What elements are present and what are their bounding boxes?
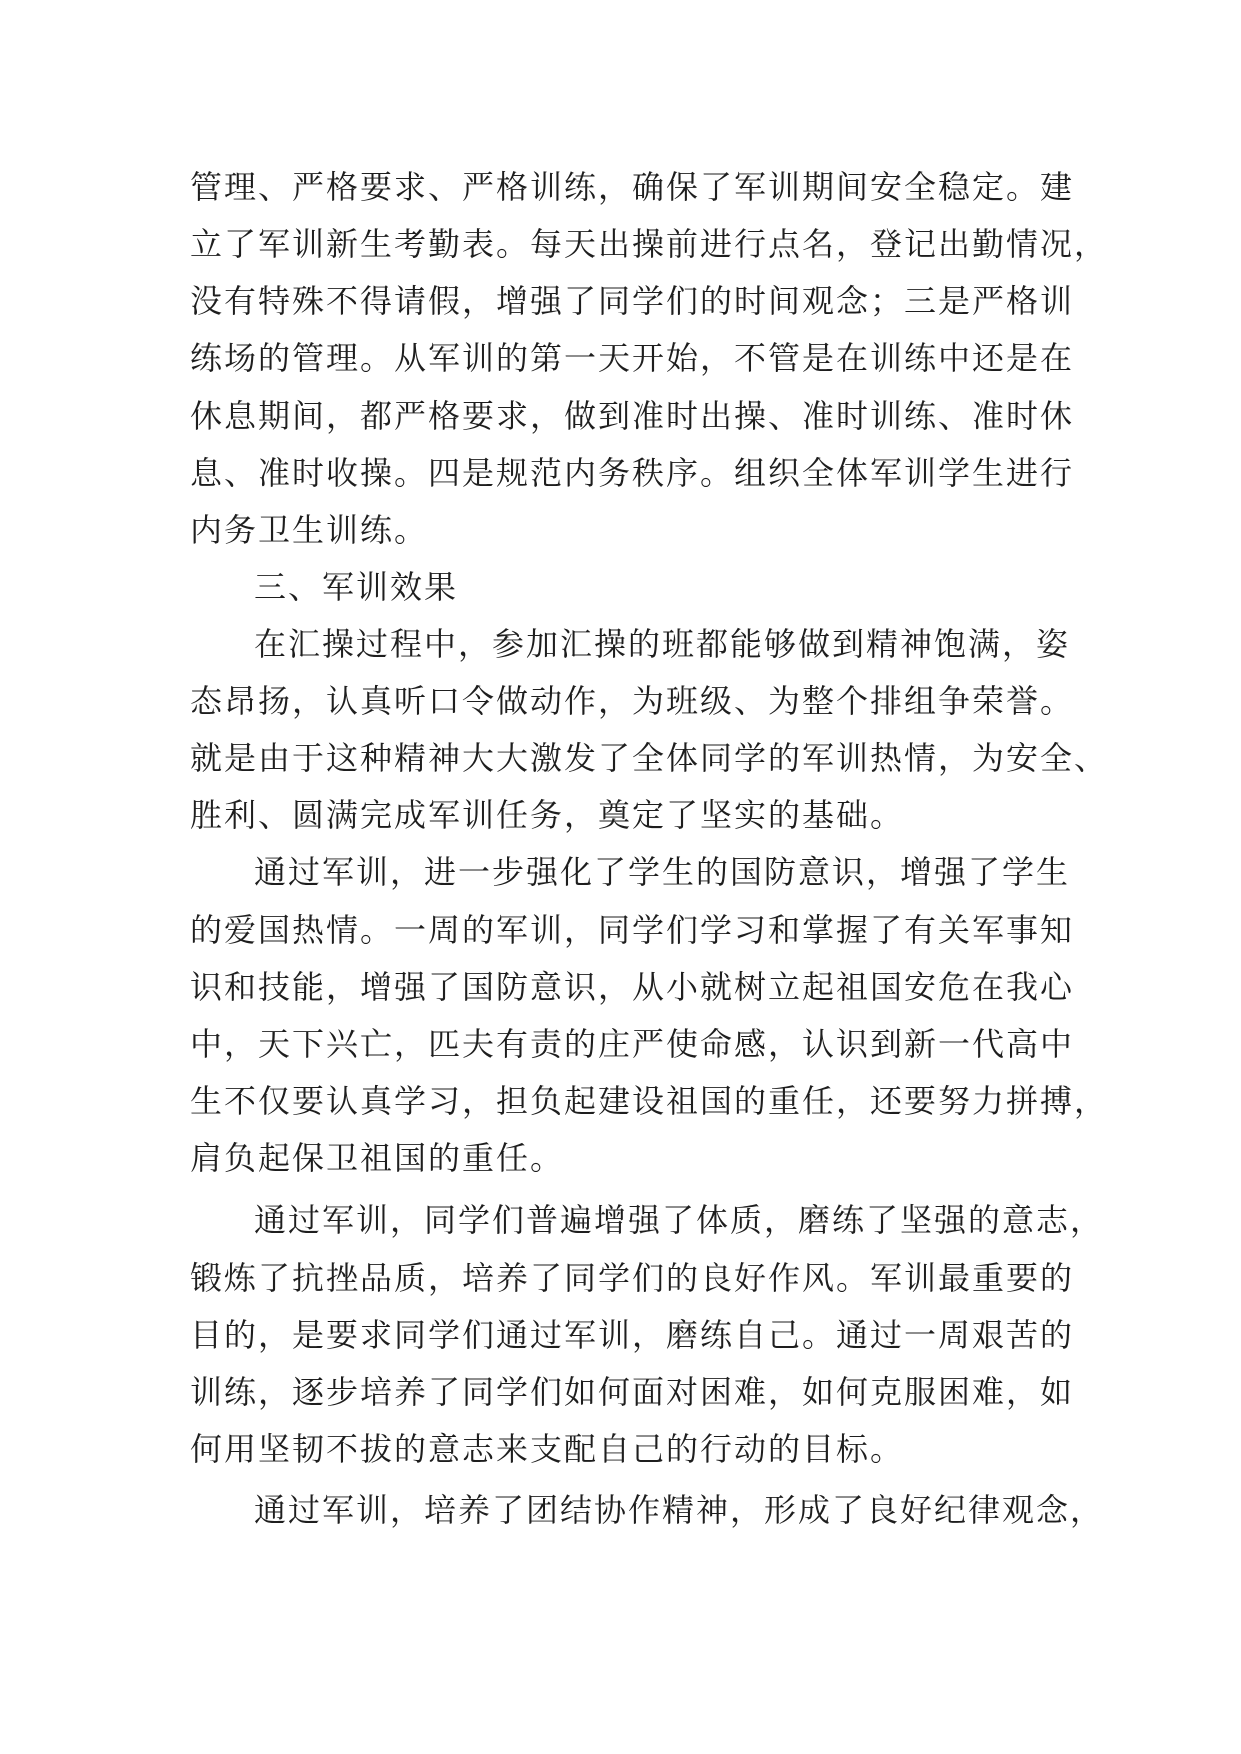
text-line: 态昂扬，认真听口令做动作，为班级、为整个排组争荣誉。 [190,682,1075,720]
text-line: 就是由于这种精神大大激发了全体同学的军训热情，为安全、 [190,739,1109,777]
text-line: 识和技能，增强了国防意识，从小就树立起祖国安危在我心 [190,968,1075,1006]
text-line: 生不仅要认真学习，担负起建设祖国的重任，还要努力拼搏， [190,1082,1109,1120]
text-line: 胜利、圆满完成军训任务，奠定了坚实的基础。 [190,796,905,834]
text-line: 内务卫生训练。 [190,511,429,549]
text-line: 息、准时收操。四是规范内务秩序。组织全体军训学生进行 [190,454,1075,492]
text-line: 立了军训新生考勤表。每天出操前进行点名，登记出勤情况， [190,225,1109,263]
text-line: 练场的管理。从军训的第一天开始，不管是在训练中还是在 [190,339,1075,377]
text-line: 没有特殊不得请假，增强了同学们的时间观念；三是严格训 [190,282,1075,320]
text-line: 训练，逐步培养了同学们如何面对困难，如何克服困难，如 [190,1373,1075,1411]
text-line: 管理、严格要求、严格训练，确保了军训期间安全稳定。建 [190,168,1075,206]
text-line: 通过军训，进一步强化了学生的国防意识，增强了学生 [254,853,1071,891]
text-line: 肩负起保卫祖国的重任。 [190,1139,565,1177]
text-line: 通过军训，同学们普遍增强了体质，磨练了坚强的意志， [254,1201,1105,1239]
text-line: 在汇操过程中，参加汇操的班都能够做到精神饱满，姿 [254,625,1071,663]
text-line: 的爱国热情。一周的军训，同学们学习和掌握了有关军事知 [190,911,1075,949]
text-line: 通过军训，培养了团结协作精神，形成了良好纪律观念， [254,1491,1105,1529]
section-heading: 三、军训效果 [254,568,459,606]
text-line: 中，天下兴亡，匹夫有责的庄严使命感，认识到新一代高中 [190,1025,1075,1063]
text-line: 锻炼了抗挫品质，培养了同学们的良好作风。军训最重要的 [190,1259,1075,1297]
text-line: 目的，是要求同学们通过军训，磨练自己。通过一周艰苦的 [190,1316,1075,1354]
text-line: 何用坚韧不拔的意志来支配自己的行动的目标。 [190,1430,905,1468]
text-line: 休息期间，都严格要求，做到准时出操、准时训练、准时休 [190,397,1075,435]
